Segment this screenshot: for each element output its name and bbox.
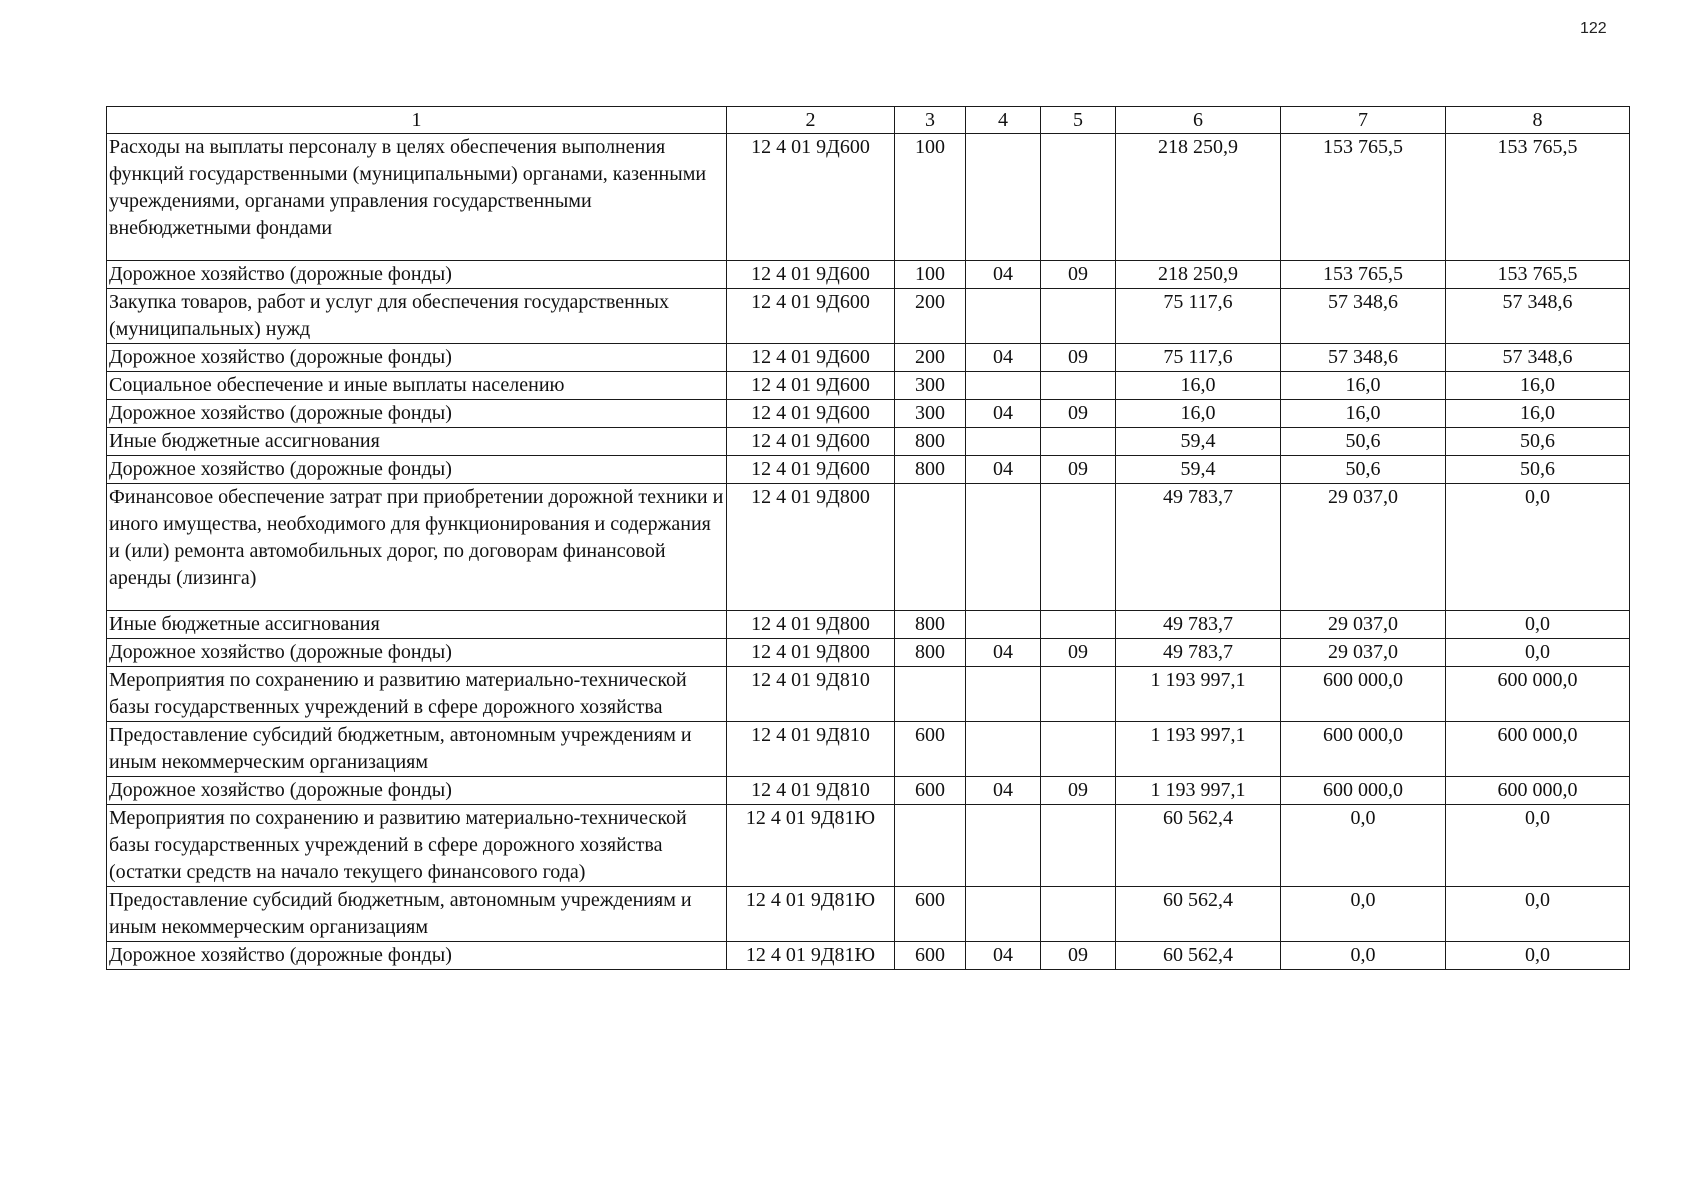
- target-article-cell: 12 4 01 9Д800: [727, 639, 895, 667]
- target-article-cell: 12 4 01 9Д600: [727, 344, 895, 372]
- row-name-cell: Мероприятия по сохранению и развитию материально-технической базы государственных учреждений в сфере дорожного хозяйства: [107, 667, 727, 722]
- section-cell: [966, 722, 1041, 777]
- section-cell: 04: [966, 400, 1041, 428]
- target-article-cell: 12 4 01 9Д810: [727, 722, 895, 777]
- amount-cell-3: 16,0: [1446, 400, 1630, 428]
- row-name-cell: Социальное обеспечение и иные выплаты населению: [107, 372, 727, 400]
- table-row: [107, 372, 1630, 400]
- row-name-cell: Закупка товаров, работ и услуг для обеспечения государственных (муниципальных) нужд: [107, 289, 727, 344]
- section-cell: 04: [966, 942, 1041, 970]
- amount-cell-1: 59,4: [1116, 428, 1281, 456]
- section-cell: 04: [966, 344, 1041, 372]
- amount-cell-3: 0,0: [1446, 611, 1630, 639]
- subsection-cell: 09: [1041, 344, 1116, 372]
- header-cell-5: 5: [1041, 107, 1116, 134]
- target-article-cell: 12 4 01 9Д600: [727, 400, 895, 428]
- amount-cell-2: 153 765,5: [1281, 134, 1446, 261]
- subsection-cell: 09: [1041, 456, 1116, 484]
- amount-cell-3: 0,0: [1446, 942, 1630, 970]
- amount-cell-1: 1 193 997,1: [1116, 777, 1281, 805]
- target-article-cell: 12 4 01 9Д800: [727, 484, 895, 611]
- amount-cell-2: 50,6: [1281, 456, 1446, 484]
- section-cell: 04: [966, 456, 1041, 484]
- expense-type-cell: 100: [895, 134, 966, 261]
- table-row: [107, 805, 1630, 887]
- header-cell-8: 8: [1446, 107, 1630, 134]
- target-article-cell: 12 4 01 9Д81Ю: [727, 942, 895, 970]
- section-cell: [966, 428, 1041, 456]
- amount-cell-3: 600 000,0: [1446, 722, 1630, 777]
- table-header: [107, 107, 1630, 134]
- amount-cell-3: 600 000,0: [1446, 777, 1630, 805]
- table-row: [107, 134, 1630, 261]
- amount-cell-2: 29 037,0: [1281, 639, 1446, 667]
- target-article-cell: 12 4 01 9Д810: [727, 777, 895, 805]
- section-cell: [966, 611, 1041, 639]
- subsection-cell: 09: [1041, 639, 1116, 667]
- subsection-cell: 09: [1041, 777, 1116, 805]
- amount-cell-2: 29 037,0: [1281, 611, 1446, 639]
- table-row: [107, 667, 1630, 722]
- amount-cell-2: 16,0: [1281, 372, 1446, 400]
- expense-type-cell: 800: [895, 611, 966, 639]
- expense-type-cell: 300: [895, 372, 966, 400]
- expense-type-cell: 300: [895, 400, 966, 428]
- amount-cell-3: 50,6: [1446, 456, 1630, 484]
- target-article-cell: 12 4 01 9Д810: [727, 667, 895, 722]
- amount-cell-1: 49 783,7: [1116, 484, 1281, 611]
- expense-type-cell: 800: [895, 428, 966, 456]
- table-row: [107, 261, 1630, 289]
- subsection-cell: [1041, 289, 1116, 344]
- row-name-cell: Дорожное хозяйство (дорожные фонды): [107, 344, 727, 372]
- row-name-cell: Дорожное хозяйство (дорожные фонды): [107, 261, 727, 289]
- row-name-cell: Дорожное хозяйство (дорожные фонды): [107, 639, 727, 667]
- row-name-cell: Дорожное хозяйство (дорожные фонды): [107, 942, 727, 970]
- row-name-cell: Расходы на выплаты персоналу в целях обеспечения выполнения функций государственными (муниципальными) органами, казенными учреждениями, органами управления государственными внебюджетными фондами: [107, 134, 727, 261]
- amount-cell-3: 153 765,5: [1446, 261, 1630, 289]
- row-name-cell: Предоставление субсидий бюджетным, автономным учреждениям и иным некоммерческим организациям: [107, 887, 727, 942]
- target-article-cell: 12 4 01 9Д81Ю: [727, 805, 895, 887]
- table-row: [107, 400, 1630, 428]
- expense-type-cell: 200: [895, 289, 966, 344]
- header-cell-1: 1: [107, 107, 727, 134]
- section-cell: [966, 289, 1041, 344]
- section-cell: [966, 805, 1041, 887]
- amount-cell-1: 16,0: [1116, 372, 1281, 400]
- row-name-cell: Дорожное хозяйство (дорожные фонды): [107, 777, 727, 805]
- section-cell: [966, 134, 1041, 261]
- subsection-cell: [1041, 887, 1116, 942]
- row-name-cell: Иные бюджетные ассигнования: [107, 428, 727, 456]
- target-article-cell: 12 4 01 9Д600: [727, 372, 895, 400]
- amount-cell-2: 16,0: [1281, 400, 1446, 428]
- amount-cell-1: 218 250,9: [1116, 261, 1281, 289]
- section-cell: [966, 667, 1041, 722]
- row-name-cell: Иные бюджетные ассигнования: [107, 611, 727, 639]
- amount-cell-1: 1 193 997,1: [1116, 722, 1281, 777]
- budget-table: [106, 106, 1630, 970]
- header-row: [107, 107, 1630, 134]
- amount-cell-2: 0,0: [1281, 887, 1446, 942]
- expense-type-cell: [895, 805, 966, 887]
- amount-cell-2: 57 348,6: [1281, 289, 1446, 344]
- amount-cell-1: 60 562,4: [1116, 887, 1281, 942]
- amount-cell-1: 75 117,6: [1116, 289, 1281, 344]
- target-article-cell: 12 4 01 9Д81Ю: [727, 887, 895, 942]
- amount-cell-3: 50,6: [1446, 428, 1630, 456]
- expense-type-cell: 200: [895, 344, 966, 372]
- amount-cell-1: 60 562,4: [1116, 942, 1281, 970]
- amount-cell-1: 49 783,7: [1116, 611, 1281, 639]
- subsection-cell: [1041, 372, 1116, 400]
- page-number: 122: [1580, 20, 1607, 37]
- amount-cell-2: 50,6: [1281, 428, 1446, 456]
- row-name-cell: Мероприятия по сохранению и развитию материально-технической базы государственных учреждений в сфере дорожного хозяйства (остатки средств на начало текущего финансового года): [107, 805, 727, 887]
- expense-type-cell: 600: [895, 887, 966, 942]
- target-article-cell: 12 4 01 9Д600: [727, 289, 895, 344]
- subsection-cell: 09: [1041, 261, 1116, 289]
- amount-cell-3: 153 765,5: [1446, 134, 1630, 261]
- expense-type-cell: 100: [895, 261, 966, 289]
- amount-cell-1: 60 562,4: [1116, 805, 1281, 887]
- target-article-cell: 12 4 01 9Д600: [727, 428, 895, 456]
- amount-cell-3: 0,0: [1446, 484, 1630, 611]
- section-cell: 04: [966, 261, 1041, 289]
- amount-cell-2: 0,0: [1281, 942, 1446, 970]
- amount-cell-3: 57 348,6: [1446, 289, 1630, 344]
- table-row: [107, 428, 1630, 456]
- table-row: [107, 887, 1630, 942]
- amount-cell-1: 59,4: [1116, 456, 1281, 484]
- header-cell-3: 3: [895, 107, 966, 134]
- row-name-cell: Дорожное хозяйство (дорожные фонды): [107, 400, 727, 428]
- amount-cell-3: 0,0: [1446, 805, 1630, 887]
- table-row: [107, 344, 1630, 372]
- row-name-cell: Дорожное хозяйство (дорожные фонды): [107, 456, 727, 484]
- section-cell: [966, 372, 1041, 400]
- expense-type-cell: 600: [895, 942, 966, 970]
- expense-type-cell: 600: [895, 722, 966, 777]
- amount-cell-1: 218 250,9: [1116, 134, 1281, 261]
- row-name-cell: Финансовое обеспечение затрат при приобретении дорожной техники и иного имущества, необходимого для функционирования и содержания и (или) ремонта автомобильных дорог, по договорам финансовой аренды (лизинга): [107, 484, 727, 611]
- section-cell: 04: [966, 639, 1041, 667]
- section-cell: 04: [966, 777, 1041, 805]
- amount-cell-1: 1 193 997,1: [1116, 667, 1281, 722]
- amount-cell-2: 57 348,6: [1281, 344, 1446, 372]
- amount-cell-2: 0,0: [1281, 805, 1446, 887]
- subsection-cell: [1041, 611, 1116, 639]
- expense-type-cell: 600: [895, 777, 966, 805]
- table-body: [107, 134, 1630, 970]
- amount-cell-2: 29 037,0: [1281, 484, 1446, 611]
- section-cell: [966, 484, 1041, 611]
- section-cell: [966, 887, 1041, 942]
- target-article-cell: 12 4 01 9Д800: [727, 611, 895, 639]
- expense-type-cell: [895, 484, 966, 611]
- subsection-cell: 09: [1041, 942, 1116, 970]
- table-row: [107, 289, 1630, 344]
- expense-type-cell: 800: [895, 639, 966, 667]
- amount-cell-2: 600 000,0: [1281, 777, 1446, 805]
- expense-type-cell: [895, 667, 966, 722]
- header-cell-6: 6: [1116, 107, 1281, 134]
- target-article-cell: 12 4 01 9Д600: [727, 261, 895, 289]
- subsection-cell: [1041, 722, 1116, 777]
- amount-cell-1: 49 783,7: [1116, 639, 1281, 667]
- amount-cell-1: 75 117,6: [1116, 344, 1281, 372]
- subsection-cell: [1041, 805, 1116, 887]
- amount-cell-3: 600 000,0: [1446, 667, 1630, 722]
- table-row: [107, 942, 1630, 970]
- table-row: [107, 456, 1630, 484]
- header-cell-7: 7: [1281, 107, 1446, 134]
- subsection-cell: [1041, 134, 1116, 261]
- table-row: [107, 611, 1630, 639]
- subsection-cell: 09: [1041, 400, 1116, 428]
- row-name-cell: Предоставление субсидий бюджетным, автономным учреждениям и иным некоммерческим организациям: [107, 722, 727, 777]
- amount-cell-3: 0,0: [1446, 639, 1630, 667]
- subsection-cell: [1041, 428, 1116, 456]
- expense-type-cell: 800: [895, 456, 966, 484]
- table-row: [107, 639, 1630, 667]
- table-row: [107, 777, 1630, 805]
- target-article-cell: 12 4 01 9Д600: [727, 134, 895, 261]
- amount-cell-3: 57 348,6: [1446, 344, 1630, 372]
- amount-cell-2: 153 765,5: [1281, 261, 1446, 289]
- table-row: [107, 722, 1630, 777]
- subsection-cell: [1041, 667, 1116, 722]
- amount-cell-2: 600 000,0: [1281, 722, 1446, 777]
- header-cell-4: 4: [966, 107, 1041, 134]
- amount-cell-2: 600 000,0: [1281, 667, 1446, 722]
- header-cell-2: 2: [727, 107, 895, 134]
- target-article-cell: 12 4 01 9Д600: [727, 456, 895, 484]
- amount-cell-1: 16,0: [1116, 400, 1281, 428]
- amount-cell-3: 16,0: [1446, 372, 1630, 400]
- table-row: [107, 484, 1630, 611]
- subsection-cell: [1041, 484, 1116, 611]
- amount-cell-3: 0,0: [1446, 887, 1630, 942]
